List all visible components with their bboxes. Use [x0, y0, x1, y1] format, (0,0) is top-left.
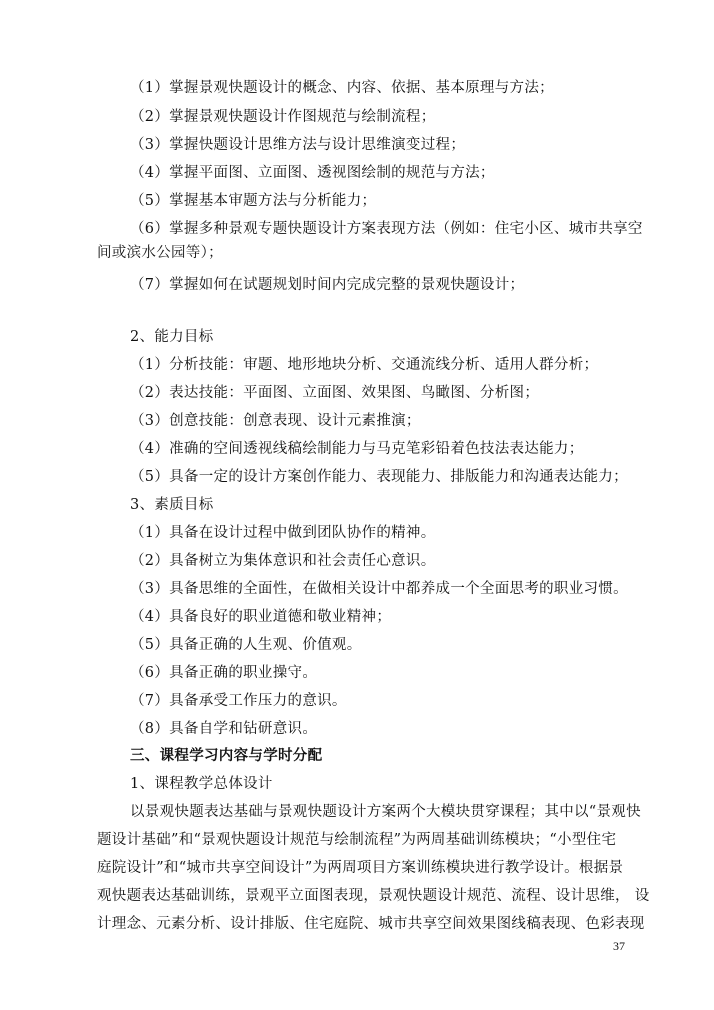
- quality-item: （3）具备思维的全面性，在做相关设计中都养成一个全面思考的职业习惯。: [130, 581, 628, 597]
- paragraph-line: 计理念、元素分析、设计排版、住宅庭院、城市共享空间效果图线稿表现、色彩表现: [97, 916, 645, 932]
- objective-item: （6）掌握多种景观专题快题设计方案表现方法（例如：住宅小区、城市共享空: [130, 221, 643, 237]
- objective-item: （5）掌握基本审题方法与分析能力；: [130, 193, 377, 209]
- quality-item: （4）具备良好的职业道德和敬业精神；: [130, 609, 392, 625]
- ability-item: （2）表达技能：平面图、立面图、效果图、鸟瞰图、分析图；: [130, 385, 540, 401]
- ability-item: （3）创意技能：创意表现、设计元素推演；: [130, 413, 421, 429]
- objective-item: （3）掌握快题设计思维方法与设计思维演变过程；: [130, 137, 466, 153]
- paragraph-line: 以景观快题表达基础与景观快题设计方案两个大模块贯穿课程；其中以“景观快: [130, 804, 641, 820]
- objective-item: （7）掌握如何在试题规划时间内完成完整的景观快题设计；: [130, 277, 525, 293]
- subsection-title: 1、课程教学总体设计: [130, 776, 273, 792]
- quality-item: （2）具备树立为集体意识和社会责任心意识。: [130, 553, 436, 569]
- page-number: 37: [613, 939, 625, 953]
- objective-item: （1）掌握景观快题设计的概念、内容、依据、基本原理与方法；: [130, 80, 554, 96]
- quality-item: （7）具备承受工作压力的意识。: [130, 693, 347, 709]
- objective-item-continued: 间或滨水公园等）；: [97, 245, 223, 261]
- quality-item: （8）具备自学和钻研意识。: [130, 721, 318, 737]
- paragraph-line: 题设计基础”和“景观快题设计规范与绘制流程”为两周基础训练模块；“小型住宅: [97, 832, 617, 848]
- quality-item: （1）具备在设计过程中做到团队协作的精神。: [130, 525, 436, 541]
- objective-item: （2）掌握景观快题设计作图规范与绘制流程；: [130, 109, 436, 125]
- section-heading: 三、课程学习内容与学时分配: [130, 748, 323, 764]
- quality-item: （5）具备正确的人生观、价值观。: [130, 637, 362, 653]
- ability-item: （5）具备一定的设计方案创作能力、表现能力、排版能力和沟通表达能力；: [130, 469, 628, 485]
- section-title-ability: 2、能力目标: [130, 329, 214, 345]
- objective-item: （4）掌握平面图、立面图、透视图绘制的规范与方法；: [130, 165, 495, 181]
- ability-item: （4）准确的空间透视线稿绘制能力与马克笔彩铅着色技法表达能力；: [130, 441, 584, 457]
- quality-item: （6）具备正确的职业操守。: [130, 665, 318, 681]
- paragraph-line: 庭院设计”和“城市共享空间设计”为两周项目方案训练模块进行教学设计。根据景: [97, 860, 624, 876]
- paragraph-line: 观快题表达基础训练，景观平立面图表现，景观快题设计规范、流程、设计思维， 设: [97, 888, 650, 904]
- section-title-quality: 3、素质目标: [130, 497, 214, 513]
- ability-item: （1）分析技能：审题、地形地块分析、交通流线分析、适用人群分析；: [130, 357, 599, 373]
